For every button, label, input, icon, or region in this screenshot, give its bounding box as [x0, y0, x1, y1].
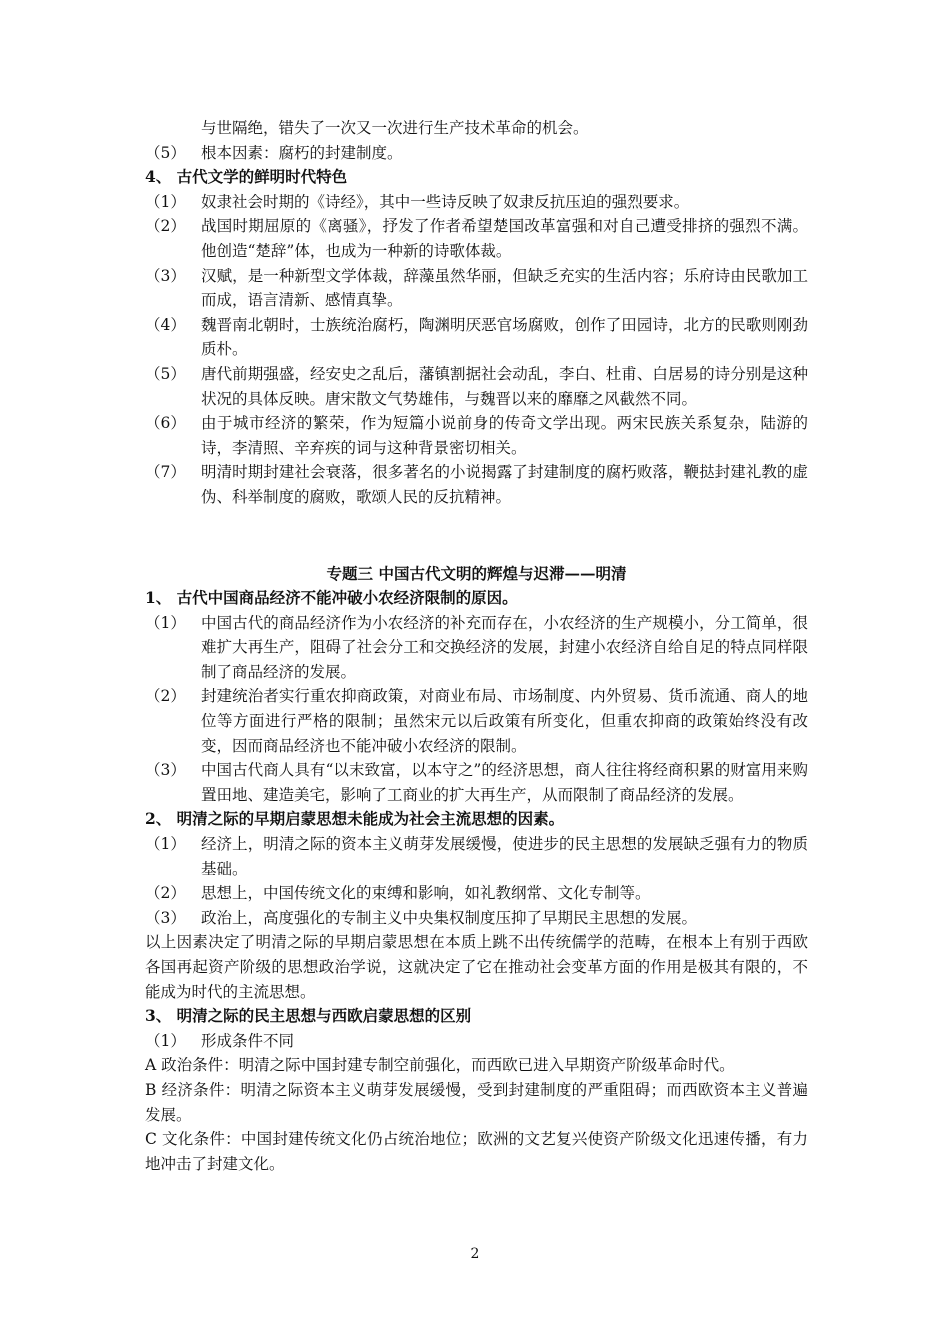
list-text: 经济上，明清之际的资本主义萌芽发展缓慢，使进步的民主思想的发展缺乏强有力的物质基础。 [201, 835, 808, 878]
list-item [145, 313, 808, 362]
list-number: （5） [145, 143, 186, 162]
list-number: （6） [145, 414, 186, 433]
list-number: （1） [145, 1031, 186, 1050]
condition-economic: B 经济条件：明清之际资本主义萌芽发展缓慢，受到封建制度的严重阻碍；而西欧资本主义普遍发展。 [145, 1080, 808, 1124]
list-item [145, 190, 808, 215]
list-text: 魏晋南北朝时，士族统治腐朽，陶渊明厌恶官场腐败，创作了田园诗，北方的民歌则刚劲质朴。 [201, 315, 808, 359]
question-heading-2: 2、 明清之际的早期启蒙思想未能成为社会主流思想的因素。 [145, 809, 565, 829]
list-number: （5） [145, 364, 186, 383]
list-item [145, 684, 808, 758]
page-number: 2 [470, 1246, 480, 1262]
list-text: 中国古代的商品经济作为小农经济的补充而存在，小农经济的生产规模小，分工简单，很难扩大再生产，阻碍了社会分工和交换经济的发展，封建小农经济自给自足的特点同样限制了商品经济的发展。 [201, 613, 808, 681]
list-text: 战国时期屈原的《离骚》，抒发了作者希望楚国改革富强和对自己遭受排挤的强烈不满。他创造“楚辞”体，也成为一种新的诗歌体裁。 [201, 217, 808, 260]
list-number: （3） [145, 266, 186, 285]
list-text: 由于城市经济的繁荣，作为短篇小说前身的传奇文学出现。两宋民族关系复杂，陆游的诗，李清照、辛弃疾的词与这种背景密切相关。 [201, 414, 808, 457]
list-number: （1） [145, 613, 186, 632]
list-text: 政治上，高度强化的专制主义中央集权制度压抑了早期民主思想的发展。 [201, 908, 698, 927]
section-heading-4: 4、 古代文学的鲜明时代特色 [145, 167, 348, 187]
list-number: （4） [145, 315, 186, 334]
list-number: （3） [145, 908, 186, 927]
condition-political: A 政治条件：明清之际中国封建专制空前强化，而西欧已进入早期资产阶级革命时代。 [145, 1056, 735, 1075]
list-text: 封建统治者实行重农抑商政策，对商业布局、市场制度、内外贸易、货币流通、商人的地位等方面进行严格的限制；虽然宋元以后政策有所变化，但重农抑商的政策始终没有改变，因而商品经济也不能冲破小农经济的限制。 [201, 687, 808, 755]
continued-text: 与世隔绝，错失了一次又一次进行生产技术革命的机会。 [201, 119, 589, 137]
list-number: （2） [145, 217, 186, 236]
list-number: （1） [145, 835, 186, 854]
list-number: （1） [145, 192, 186, 211]
list-number: （2） [145, 884, 186, 903]
list-item [145, 411, 808, 460]
summary-paragraph: 以上因素决定了明清之际的早期启蒙思想在本质上跳不出传统儒学的范畴，在根本上有别于西欧各国再起资产阶级的思想政治学说，这就决定了它在推动社会变革方面的作用是极其有限的，不能成为时代的主流思想。 [145, 933, 808, 1001]
list-item [145, 611, 808, 685]
list-item [145, 141, 808, 166]
list-item [145, 214, 808, 263]
list-item [145, 881, 808, 906]
list-item [145, 758, 808, 807]
question-heading-1: 1、 古代中国商品经济不能冲破小农经济限制的原因。 [145, 588, 518, 608]
list-text: 唐代前期强盛，经安史之乱后，藩镇割据社会动乱，李白、杜甫、白居易的诗分别是这种状况的具体反映。唐宋散文气势雄伟，与魏晋以来的靡靡之风截然不同。 [201, 364, 808, 408]
list-text: 中国古代商人具有“以末致富，以本守之”的经济思想，商人往往将经商积累的财富用来购置田地、建造美宅，影响了工商业的扩大再生产，从而限制了商品经济的发展。 [201, 761, 808, 804]
list-item [145, 906, 808, 931]
condition-cultural: C 文化条件：中国封建传统文化仍占统治地位；欧洲的文艺复兴使资产阶级文化迅速传播，有力地冲击了封建文化。 [145, 1130, 808, 1173]
list-text: 汉赋，是一种新型文学体裁，辞藻虽然华丽，但缺乏充实的生活内容；乐府诗由民歌加工而成，语言清新、感情真挚。 [201, 266, 808, 310]
list-item [145, 832, 808, 881]
list-number: （2） [145, 687, 186, 706]
list-text: 思想上，中国传统文化的束缚和影响，如礼教纲常、文化专制等。 [201, 884, 651, 903]
list-number: （7） [145, 463, 186, 482]
list-text: 根本因素：腐朽的封建制度。 [201, 143, 403, 162]
list-item [145, 1029, 808, 1054]
list-text: 明清时期封建社会衰落，很多著名的小说揭露了封建制度的腐朽败落，鞭挞封建礼教的虚伪、科举制度的腐败，歌颂人民的反抗精神。 [201, 463, 808, 506]
list-item [145, 264, 808, 313]
question-heading-3: 3、 明清之际的民主思想与西欧启蒙思想的区别 [145, 1006, 472, 1026]
topic-title: 专题三 中国古代文明的辉煌与迟滞——明清 [326, 563, 627, 583]
list-number: （3） [145, 761, 186, 780]
list-text: 奴隶社会时期的《诗经》，其中一些诗反映了奴隶反抗压迫的强烈要求。 [201, 192, 690, 211]
list-text: 形成条件不同 [201, 1031, 295, 1050]
list-item [145, 362, 808, 411]
list-item [145, 460, 808, 509]
